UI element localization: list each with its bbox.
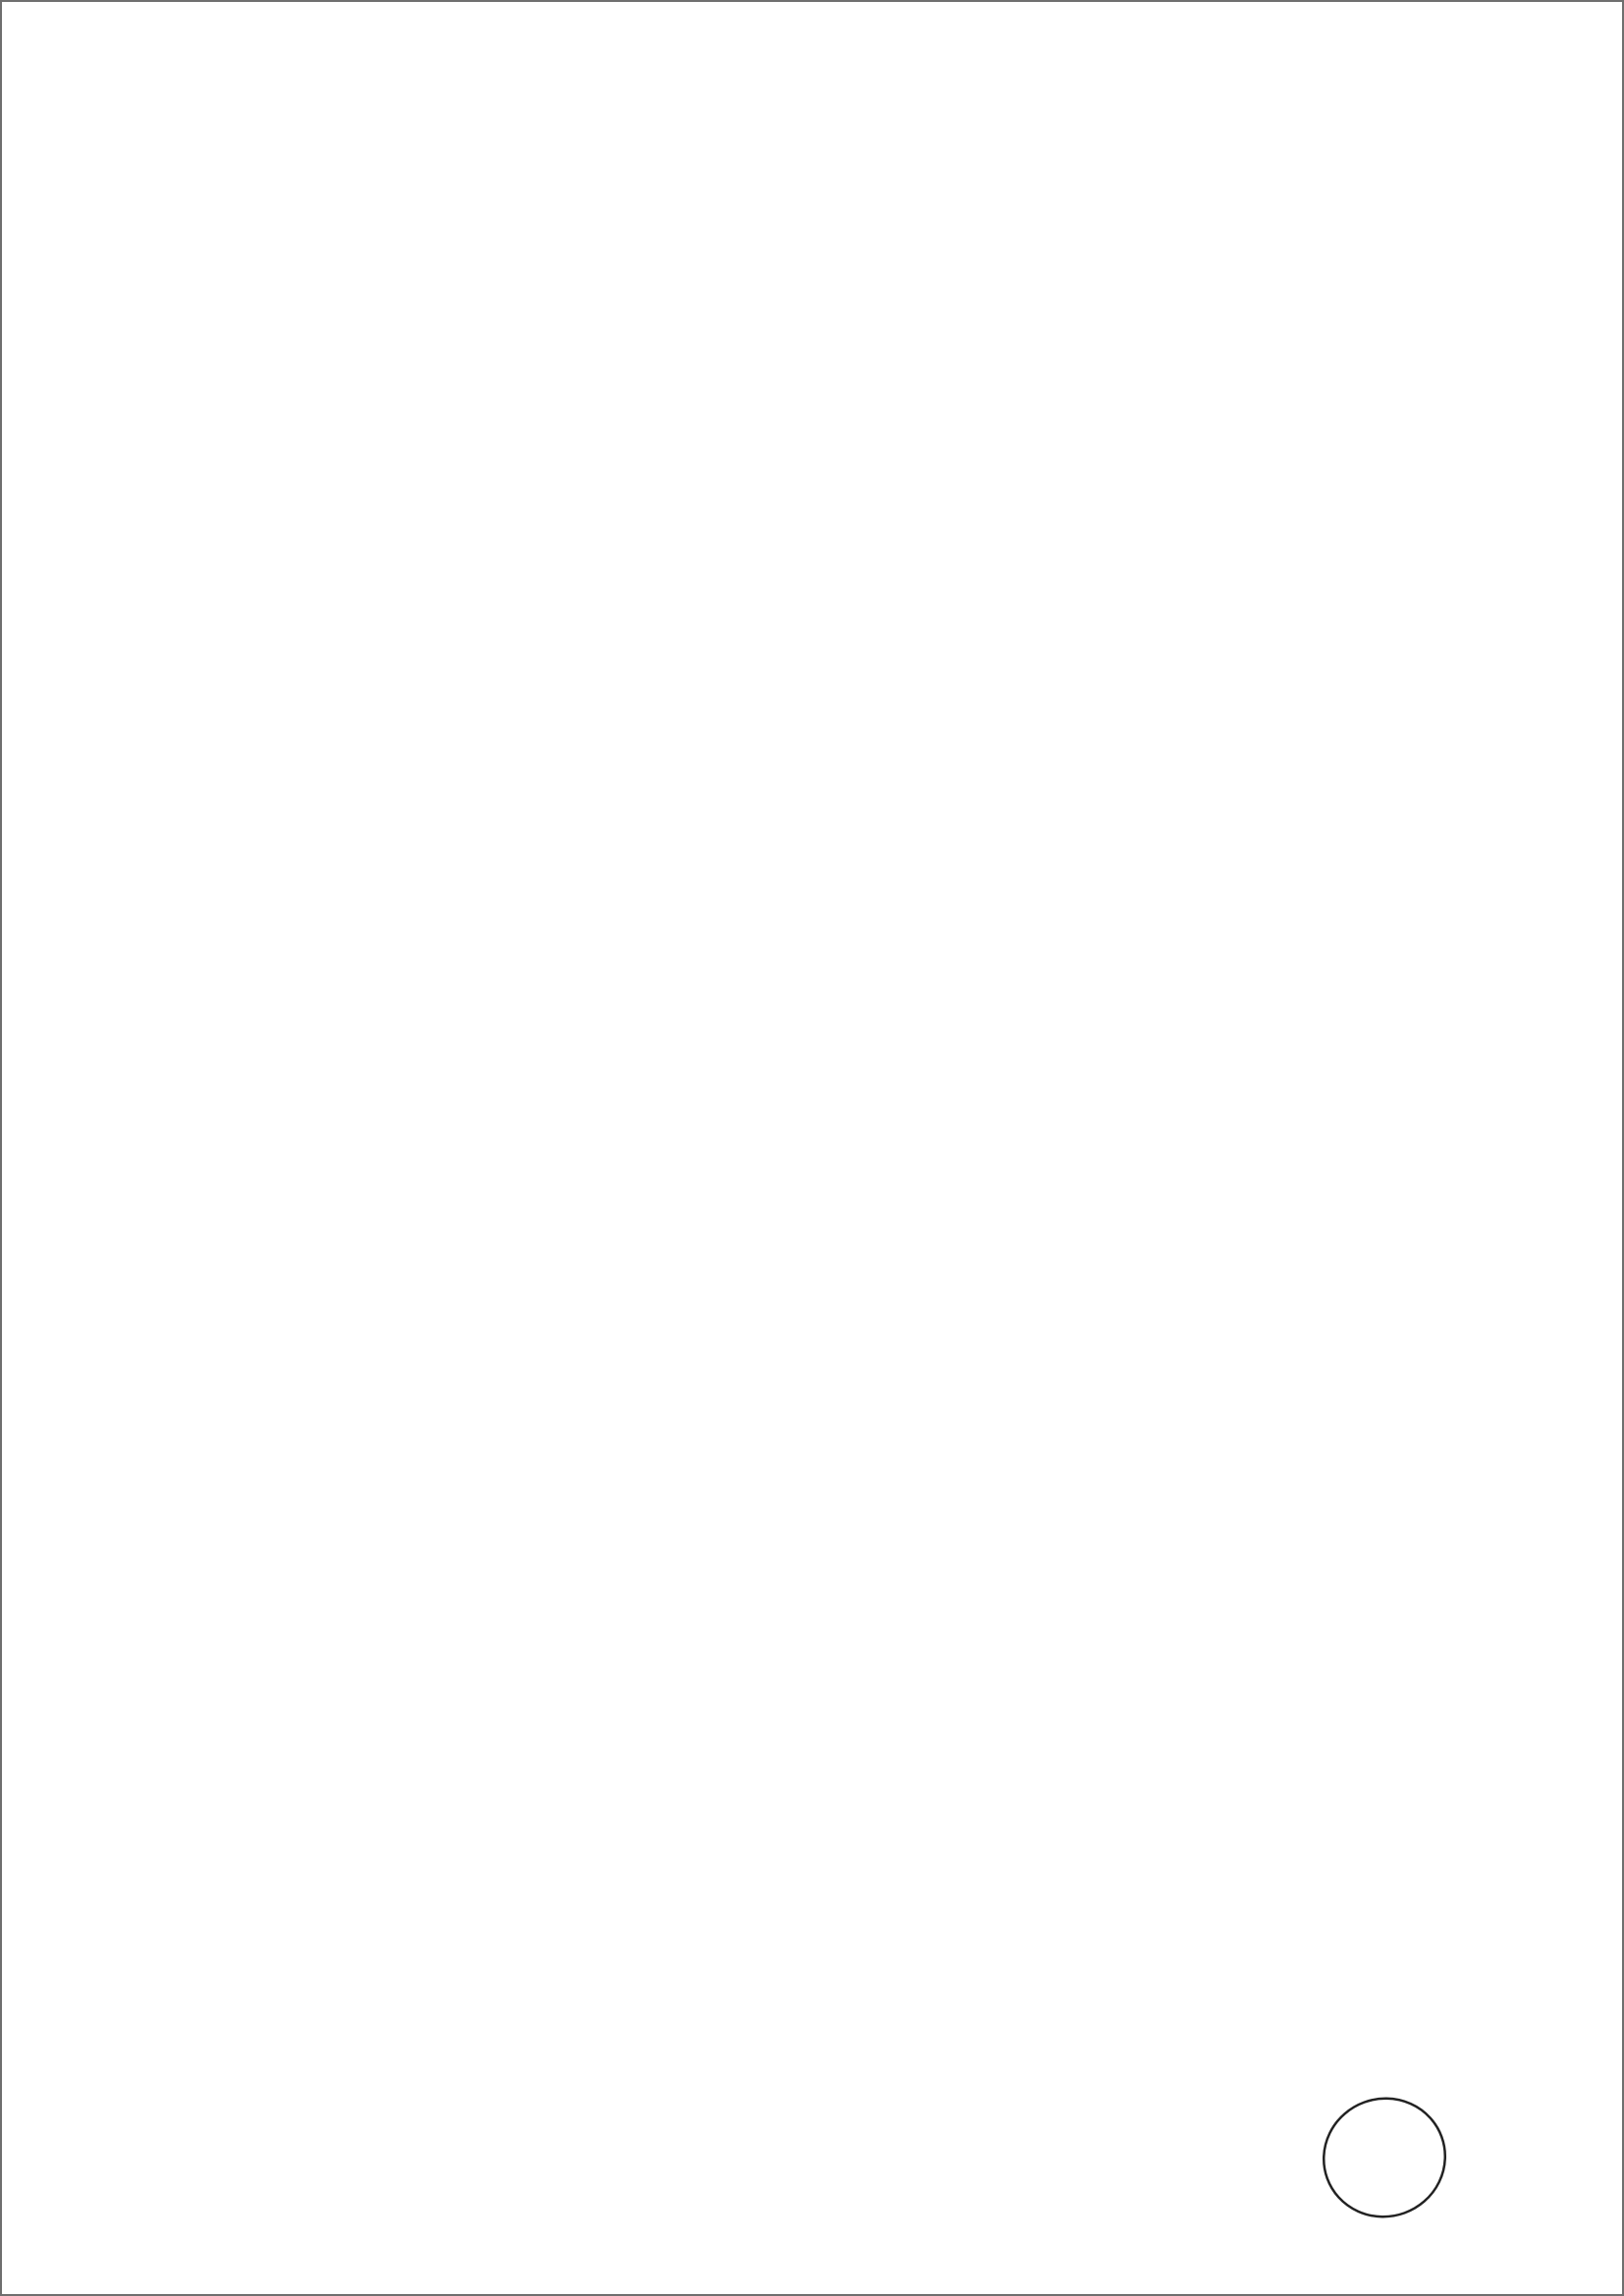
balmont-stamp-logo	[1267, 2077, 1502, 2224]
